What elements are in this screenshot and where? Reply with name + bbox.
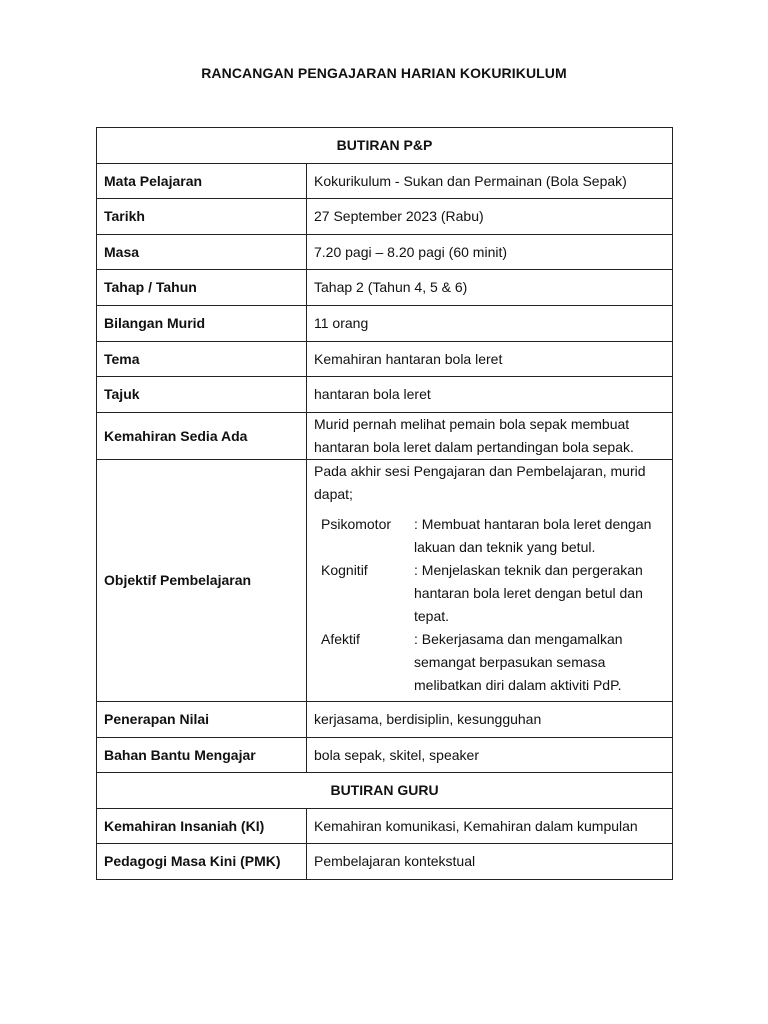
table-row-soft-skills (97, 809, 673, 844)
objective-item-afektif (321, 628, 665, 697)
objectives-intro: Pada akhir sesi Pengajaran dan Pembelajaran, murid dapat; (314, 463, 646, 502)
row-label-values: Penerapan Nilai (97, 702, 307, 738)
row-label-prior-skill: Kemahiran Sedia Ada (97, 413, 307, 460)
objective-domain: Kognitif (321, 562, 368, 578)
row-label-time: Masa (97, 235, 307, 270)
section-header-guru (97, 773, 673, 809)
table-row-pedagogy (97, 844, 673, 880)
row-value-time: 7.20 pagi – 8.20 pagi (60 minit) (307, 235, 673, 270)
table-row-topic (97, 377, 673, 413)
row-value-prior-skill: Murid pernah melihat pemain bola sepak membuat hantaran bola leret dalam pertandingan bola sepak. (307, 413, 673, 460)
document-title: RANCANGAN PENGAJARAN HARIAN KOKURIKULUM (201, 65, 567, 81)
row-label-theme: Tema (97, 342, 307, 377)
row-value-students: 11 orang (307, 306, 673, 342)
table-row-prior-skill (97, 413, 673, 460)
table-row-values (97, 702, 673, 738)
objective-domain: Psikomotor (321, 516, 392, 532)
objective-description: : Bekerjasama dan mengamalkan semangat berpasukan semasa melibatkan diri dalam aktiviti PdP. (414, 631, 623, 693)
table-row-theme (97, 342, 673, 377)
row-label-topic: Tajuk (97, 377, 307, 413)
row-label-pedagogy: Pedagogi Masa Kini (PMK) (97, 844, 307, 880)
row-value-soft-skills: Kemahiran komunikasi, Kemahiran dalam kumpulan (307, 809, 673, 844)
row-value-level: Tahap 2 (Tahun 4, 5 & 6) (307, 270, 673, 306)
objective-domain: Afektif (321, 631, 360, 647)
objective-item-psikomotor (321, 513, 665, 559)
objective-description: : Menjelaskan teknik dan pergerakan hantaran bola leret dengan betul dan tepat. (414, 562, 643, 624)
row-value-theme: Kemahiran hantaran bola leret (307, 342, 673, 377)
row-label-date: Tarikh (97, 199, 307, 235)
table-row-date (97, 199, 673, 235)
table-row-materials (97, 738, 673, 773)
section-title-pnp: BUTIRAN P&P (97, 128, 673, 164)
row-value-pedagogy: Pembelajaran kontekstual (307, 844, 673, 880)
table-row-objectives (97, 460, 673, 702)
objective-item-kognitif (321, 559, 665, 628)
row-label-soft-skills: Kemahiran Insaniah (KI) (97, 809, 307, 844)
objectives-list (321, 513, 665, 697)
row-label-objectives: Objektif Pembelajaran (97, 460, 307, 702)
row-label-level: Tahap / Tahun (97, 270, 307, 306)
row-label-students: Bilangan Murid (97, 306, 307, 342)
lesson-plan-table (96, 127, 673, 880)
section-title-guru: BUTIRAN GURU (97, 773, 673, 809)
table-row-students (97, 306, 673, 342)
row-value-objectives (307, 460, 673, 702)
row-value-subject: Kokurikulum - Sukan dan Permainan (Bola Sepak) (307, 164, 673, 199)
section-header-pnp (97, 128, 673, 164)
row-value-materials: bola sepak, skitel, speaker (307, 738, 673, 773)
row-label-subject: Mata Pelajaran (97, 164, 307, 199)
table-row-time (97, 235, 673, 270)
table-row-subject (97, 164, 673, 199)
row-value-topic: hantaran bola leret (307, 377, 673, 413)
row-value-values: kerjasama, berdisiplin, kesungguhan (307, 702, 673, 738)
row-value-date: 27 September 2023 (Rabu) (307, 199, 673, 235)
row-label-materials: Bahan Bantu Mengajar (97, 738, 307, 773)
objective-description: : Membuat hantaran bola leret dengan lakuan dan teknik yang betul. (414, 516, 652, 555)
table-row-level (97, 270, 673, 306)
